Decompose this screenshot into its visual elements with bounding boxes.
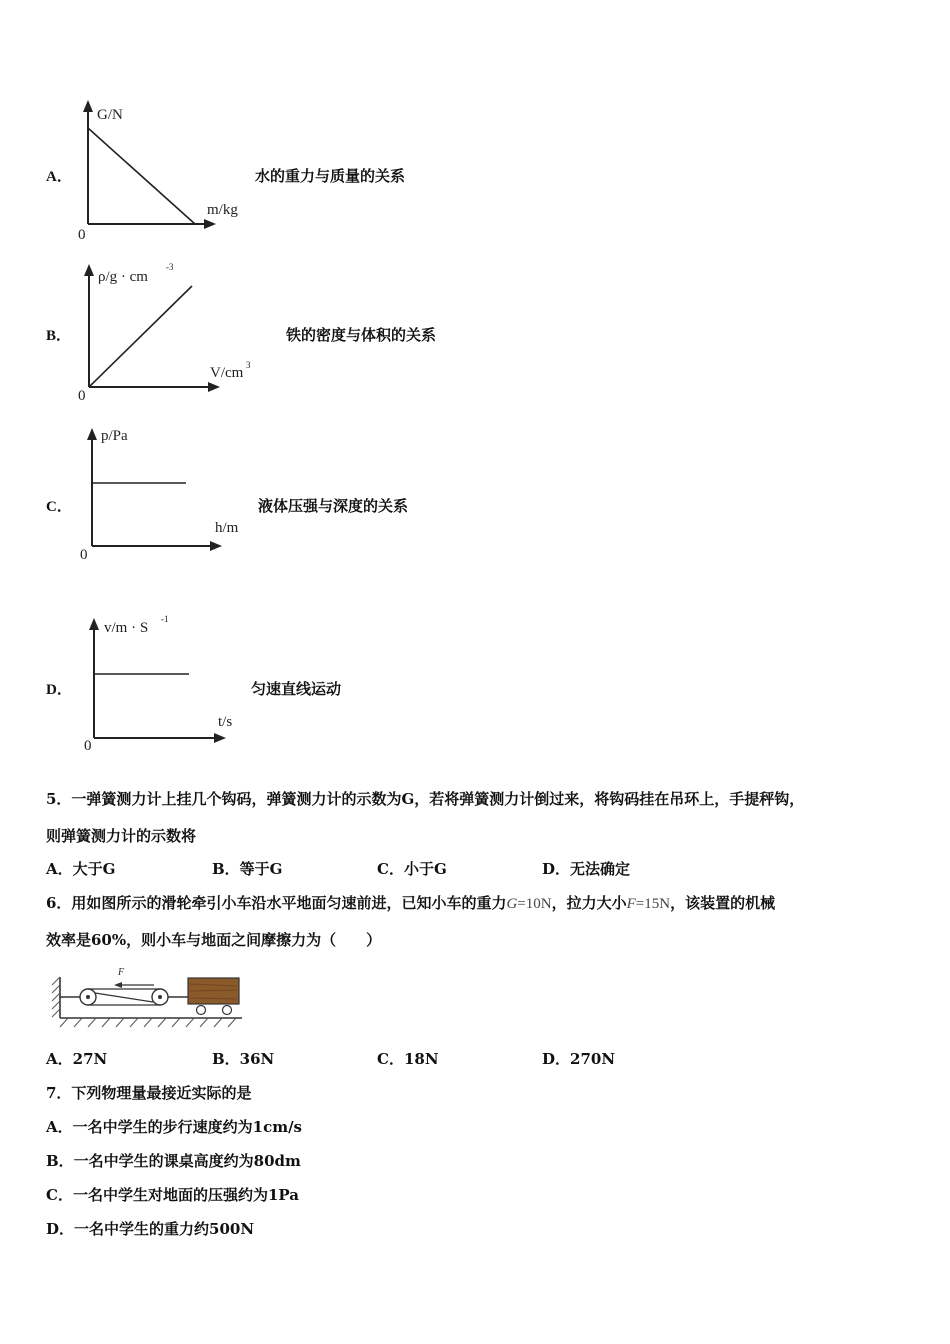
graph-a-origin: 0 bbox=[78, 227, 86, 243]
q6-stem-part2: ，拉力大小 bbox=[551, 894, 627, 912]
q6-choice-d[interactable]: D．270N bbox=[542, 1050, 616, 1068]
graph-b-origin: 0 bbox=[78, 388, 86, 404]
ground-hatching bbox=[60, 1018, 236, 1027]
q6-choice-b[interactable]: B．36N bbox=[212, 1050, 275, 1068]
option-c-letter: C． bbox=[46, 499, 72, 515]
q6-stem-part3: ，该装置的机械 bbox=[670, 894, 776, 912]
option-a-letter: A． bbox=[46, 169, 72, 185]
q6-g-value: =10N bbox=[517, 896, 552, 912]
graph-d-x-label: t/s bbox=[218, 714, 233, 730]
rope-diagonal bbox=[95, 993, 153, 1002]
q6-f-value: =15N bbox=[635, 896, 671, 912]
graph-a-x-label: m/kg bbox=[207, 202, 238, 218]
graph-b-y-label-sup: -3 bbox=[166, 262, 174, 272]
option-b-letter: B． bbox=[46, 328, 72, 344]
q6-stem-part1: 6．用如图所示的滑轮牵引小车沿水平地面匀速前进，已知小车的重力 bbox=[46, 894, 507, 912]
graph-c-y-label: p/Pa bbox=[101, 428, 128, 444]
wall-hatching bbox=[52, 977, 60, 1017]
graph-a-y-label: G/N bbox=[97, 107, 123, 123]
option-b-caption: 铁的密度与体积的关系 bbox=[286, 326, 437, 344]
q5-stem-line1: 5．一弹簧测力计上挂几个钩码，弹簧测力计的示数为G，若将弹簧测力计倒过来，将钩码挂在吊环上，手提秤钩， bbox=[46, 790, 805, 808]
graph-c-x-label: h/m bbox=[215, 520, 239, 536]
q6-g-symbol: G bbox=[506, 896, 518, 912]
q6-stem-line2: 效率是60%，则小车与地面之间摩擦力为（ ） bbox=[46, 931, 382, 949]
graph-d-y-label: v/m · S bbox=[104, 620, 149, 636]
option-a-caption: 水的重力与质量的关系 bbox=[255, 167, 406, 185]
q6-choice-c[interactable]: C．18N bbox=[377, 1050, 439, 1068]
option-d-letter: D． bbox=[46, 682, 72, 698]
q7-choice-b[interactable]: B．一名中学生的课桌高度约为80dm bbox=[46, 1152, 301, 1170]
graph-d-origin: 0 bbox=[84, 738, 92, 754]
pull-force-label: F bbox=[118, 967, 125, 978]
graph-d-y-label-sup: -1 bbox=[161, 614, 169, 624]
q5-choice-d[interactable]: D．无法确定 bbox=[542, 860, 631, 878]
q7-choice-a[interactable]: A．一名中学生的步行速度约为1cm/s bbox=[46, 1118, 303, 1136]
graph-b-x-label-sup: 3 bbox=[246, 360, 251, 370]
graph-c-origin: 0 bbox=[80, 547, 88, 563]
q7-choice-c[interactable]: C．一名中学生对地面的压强约为1Pa bbox=[46, 1186, 299, 1204]
option-c-caption: 液体压强与深度的关系 bbox=[258, 497, 409, 515]
graph-b-y-label: ρ/g · cm bbox=[98, 269, 148, 285]
q5-choice-b[interactable]: B．等于G bbox=[212, 860, 283, 878]
q5-choice-a[interactable]: A．大于G bbox=[46, 860, 116, 878]
q5-choice-c[interactable]: C．小于G bbox=[377, 860, 447, 878]
q7-stem: 7．下列物理量最接近实际的是 bbox=[46, 1084, 252, 1102]
q6-f-symbol: F bbox=[626, 896, 636, 912]
q5-stem-line2: 则弹簧测力计的示数将 bbox=[46, 827, 197, 845]
option-d-caption: 匀速直线运动 bbox=[251, 680, 342, 698]
q7-choice-d[interactable]: D．一名中学生的重力约500N bbox=[46, 1220, 255, 1238]
graph-b-x-label: V/cm bbox=[210, 365, 244, 381]
cart-wheel-right bbox=[223, 1006, 232, 1015]
q6-choice-a[interactable]: A．27N bbox=[46, 1050, 108, 1068]
cart-wheel-left bbox=[197, 1006, 206, 1015]
